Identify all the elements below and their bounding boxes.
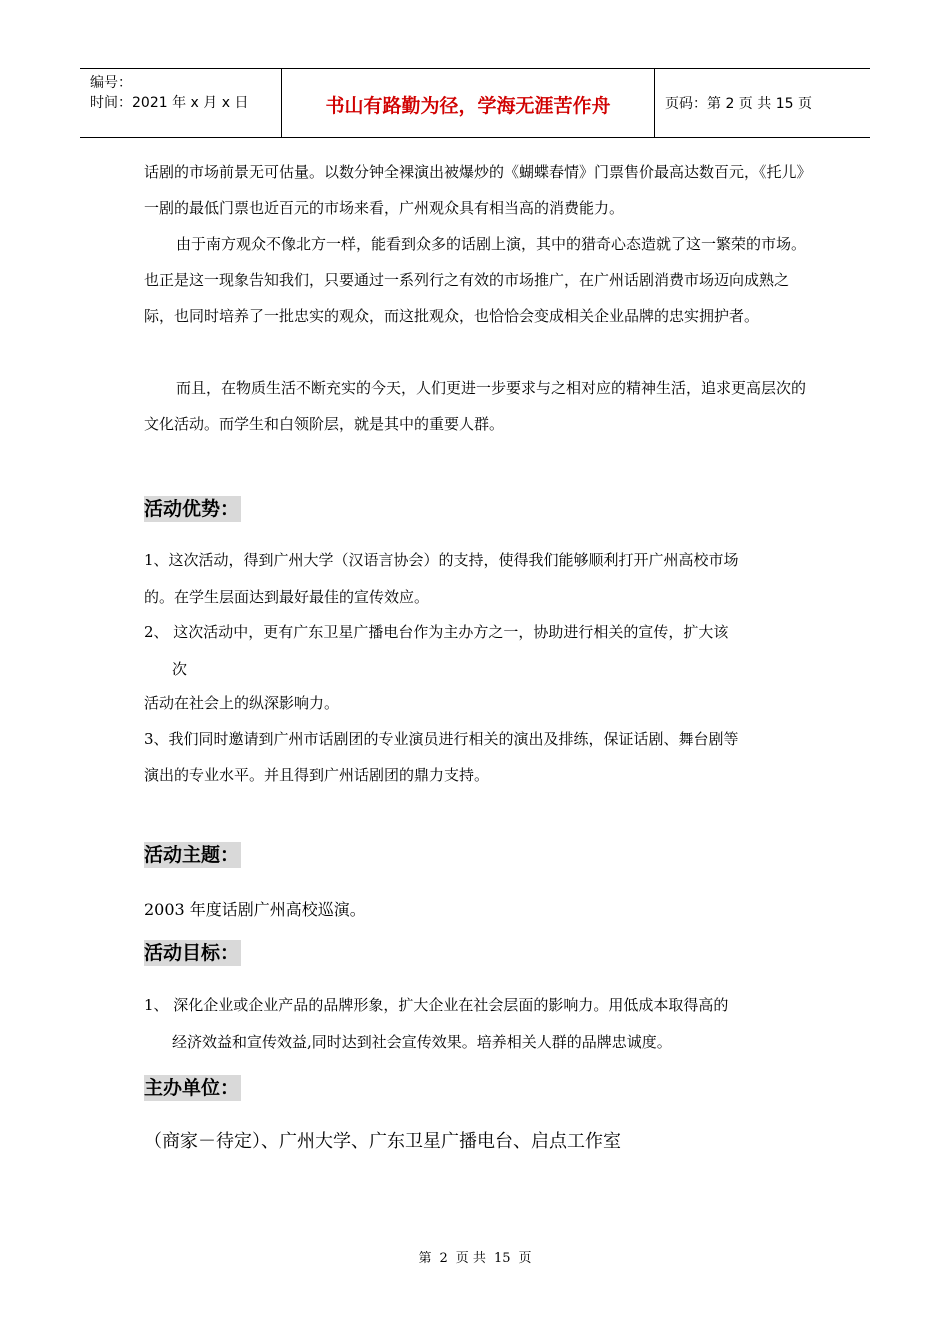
page-footer bbox=[0, 1247, 950, 1266]
footer-prefix: 第 bbox=[418, 1251, 432, 1266]
goal-item-1: 1、 深化企业或企业产品的品牌形象，扩大企业在社会层面的影响力。用低成本取得高的 bbox=[144, 996, 729, 1014]
time-label: 时间：2021 年 x 月 x 日 bbox=[90, 95, 249, 111]
theme-heading: 活动主题： bbox=[144, 844, 240, 866]
page-header bbox=[80, 68, 870, 138]
goal-item-1-cont: 经济效益和宣传效益,同时达到社会宣传效果。培养相关人群的品牌忠诚度。 bbox=[172, 1033, 672, 1051]
advantage-item-2: 2、 这次活动中，更有广东卫星广播电台作为主办方之一，协助进行相关的宣传，扩大该 bbox=[144, 623, 729, 641]
advantage-item-2-cont: 活动在社会上的纵深影响力。 bbox=[144, 694, 340, 712]
footer-suffix: 页 bbox=[518, 1251, 532, 1266]
advantage-item-1: 1、这次活动，得到广州大学（汉语言协会）的支持，使得我们能够顺利打开广州高校市场 bbox=[144, 551, 739, 569]
header-divider bbox=[654, 69, 655, 137]
header-motto: 书山有路勤为径，学海无涯苦作舟 bbox=[325, 95, 611, 117]
organizer-text: （商家－待定）、广州大学、广东卫星广播电台、启点工作室 bbox=[144, 1131, 621, 1152]
footer-page-number: 2 bbox=[439, 1251, 448, 1266]
organizer-heading: 主办单位： bbox=[144, 1077, 240, 1099]
advantage-item-3-cont: 演出的专业水平。并且得到广州话剧团的鼎力支持。 bbox=[144, 766, 490, 784]
theme-text: 2003 年度话剧广州高校巡演。 bbox=[144, 900, 366, 919]
advantage-item-3: 3、我们同时邀请到广州市话剧团的专业演员进行相关的演出及排练，保证话剧、舞台剧等 bbox=[144, 730, 739, 748]
header-page-info: 页码：第 2 页 共 15 页 bbox=[665, 96, 812, 112]
advantages-heading: 活动优势： bbox=[144, 498, 240, 520]
footer-mid: 页 共 bbox=[455, 1251, 486, 1266]
paragraph-1: 话剧的市场前景无可估量。以数分钟全裸演出被爆炒的《蝴蝶春情》门票售价最高达数百元，《托儿》一剧的最低门票也近百元的市场来看，广州观众具有相当高的消费能力。 bbox=[144, 163, 805, 217]
advantage-item-2-cont: 次 bbox=[172, 660, 188, 678]
paragraph-3: 而且，在物质生活不断充实的今天，人们更进一步要求与之相对应的精神生活，追求更高层次的文化活动。而学生和白领阶层，就是其中的重要人群。 bbox=[144, 379, 807, 433]
paragraph-2: 由于南方观众不像北方一样，能看到众多的话剧上演，其中的猎奇心态造就了这一繁荣的市场。也正是这一现象告知我们，只要通过一系列行之有效的市场推广，在广州话剧消费市场迈向成熟之际，也同时培养了一批忠实的观众，而这批观众，也恰恰会变成相关企业品牌的忠实拥护者。 bbox=[144, 235, 807, 325]
advantage-item-1-cont: 的。在学生层面达到最好最佳的宣传效应。 bbox=[144, 588, 430, 606]
number-label: 编号： bbox=[90, 75, 132, 91]
header-meta bbox=[90, 73, 248, 113]
footer-total-pages: 15 bbox=[493, 1251, 511, 1266]
goal-heading: 活动目标： bbox=[144, 942, 240, 964]
